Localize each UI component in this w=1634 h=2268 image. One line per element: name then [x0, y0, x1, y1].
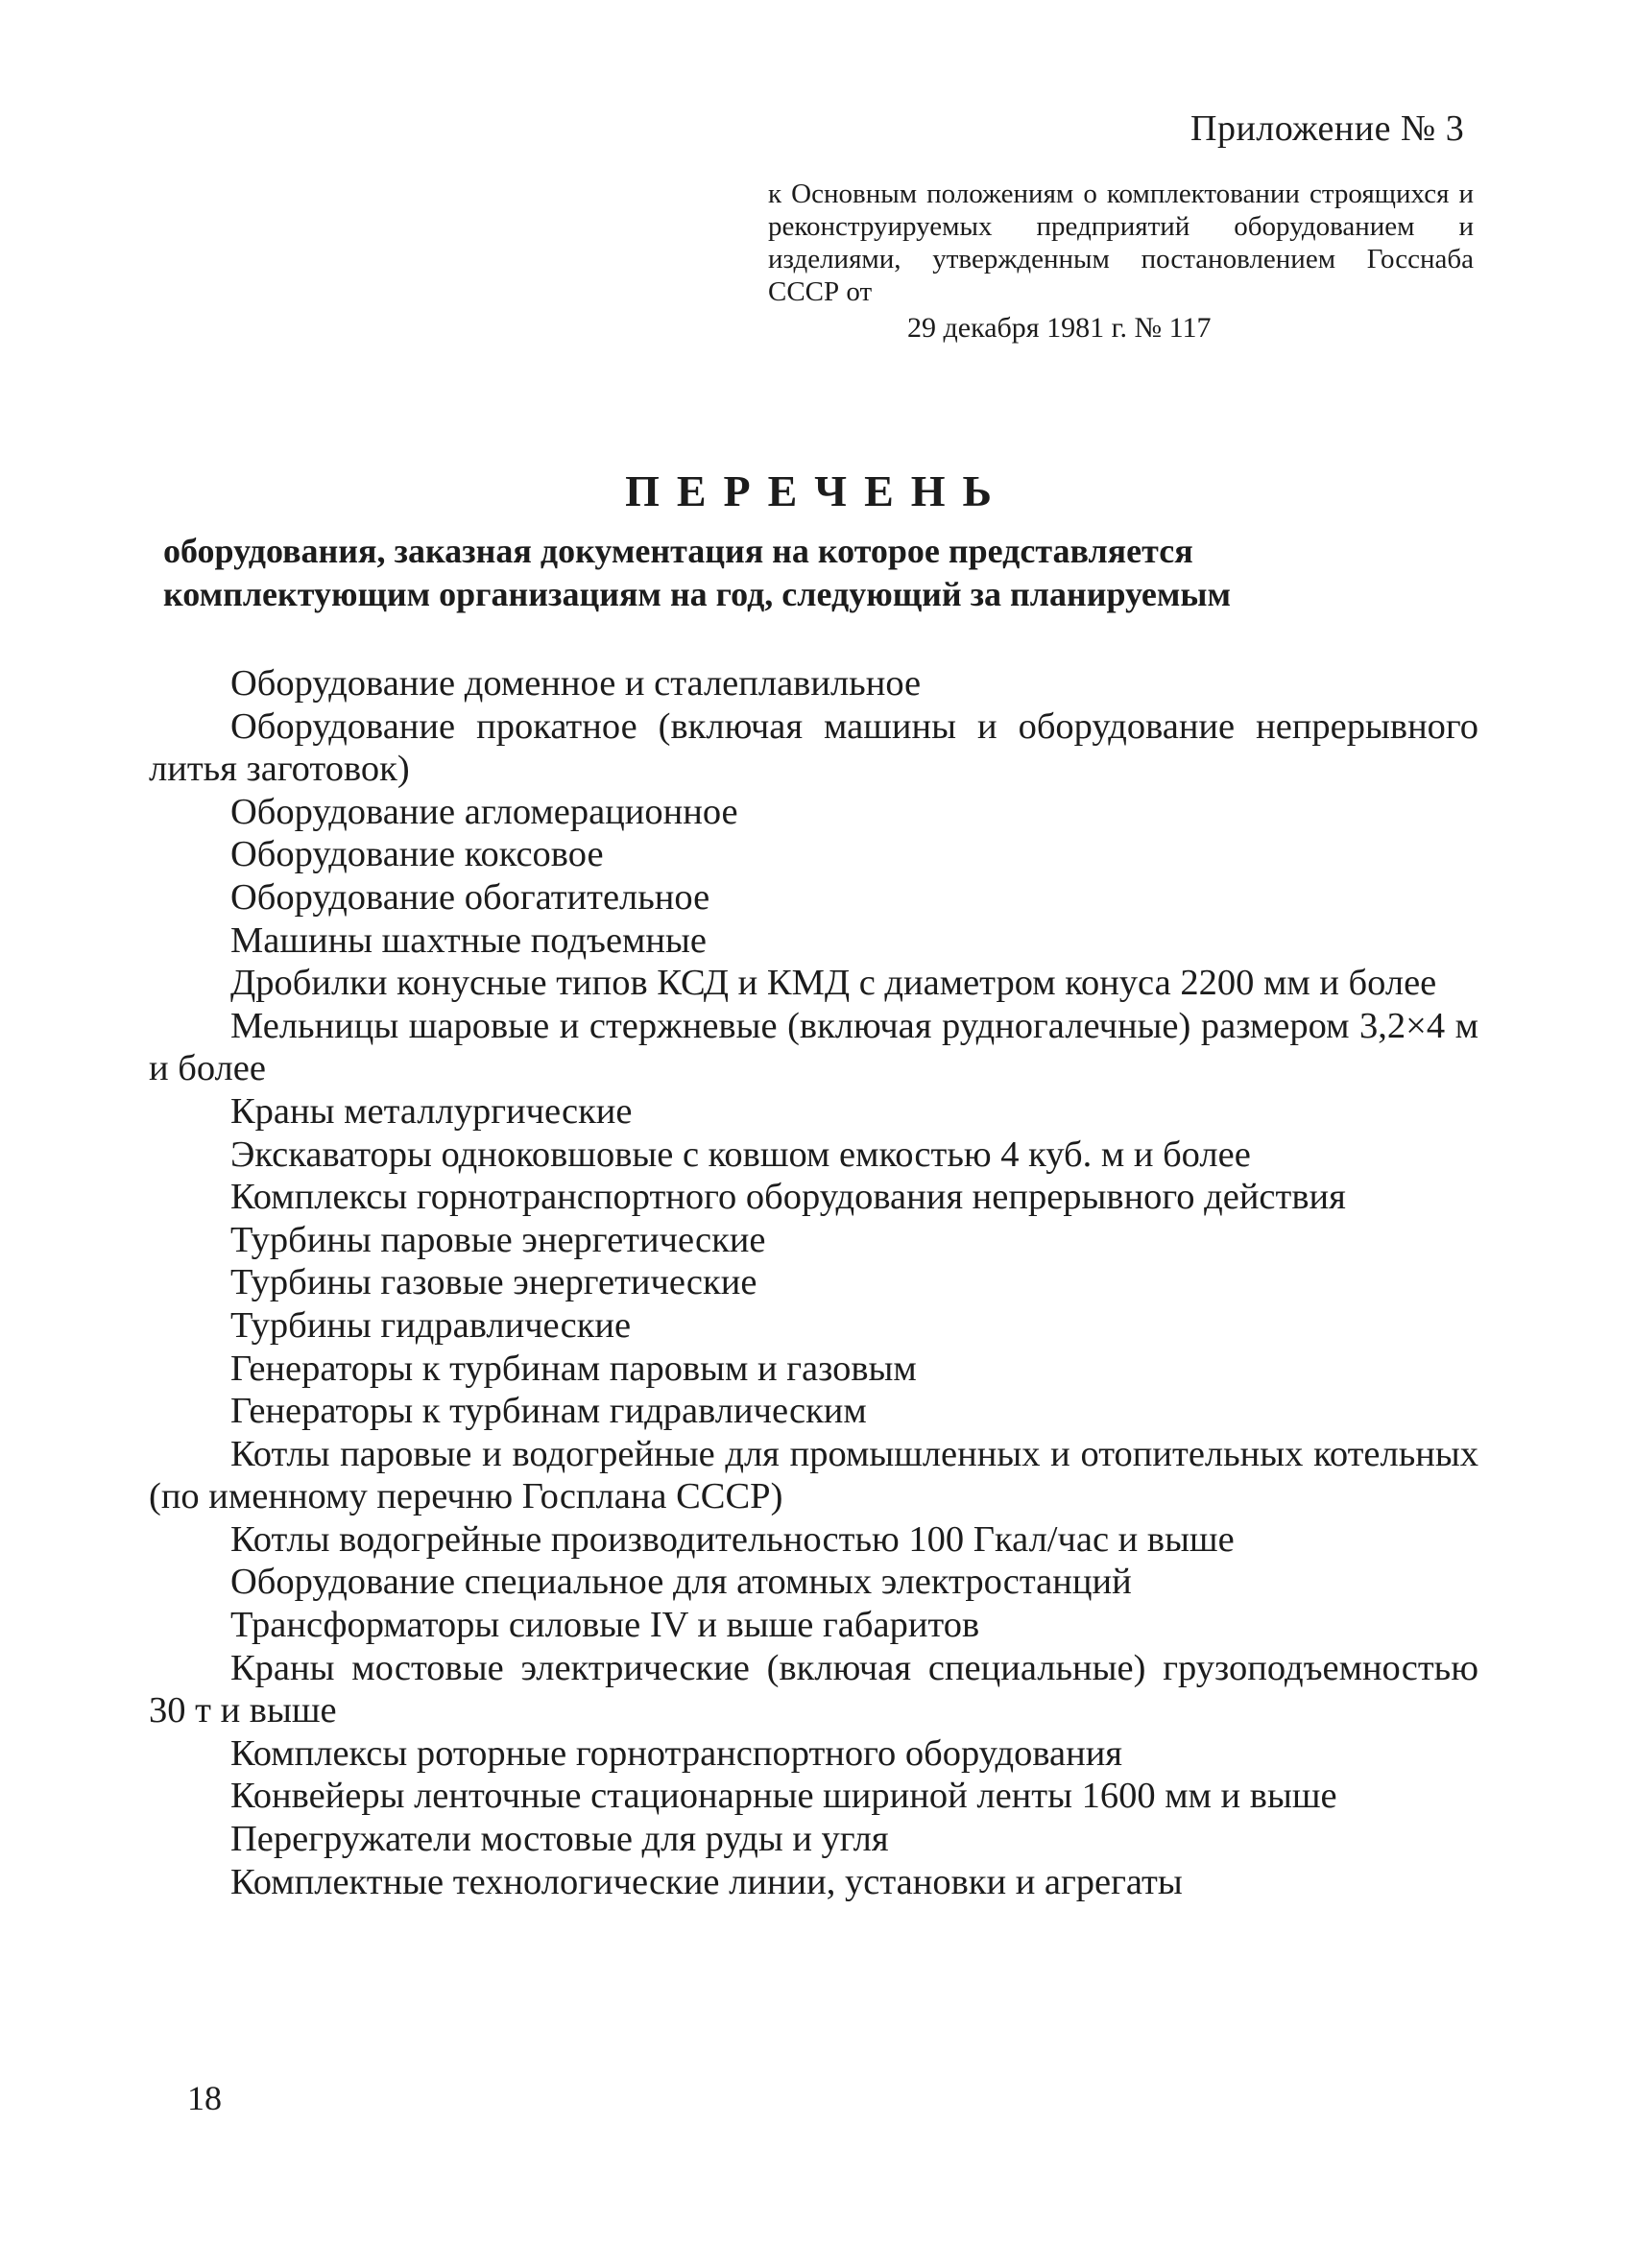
subheading-line: комплектующим организациям на год, следующий за планируемым [163, 575, 1232, 613]
list-item: Конвейеры ленточные стационарные шириной ленты 1600 мм и выше [230, 1776, 1337, 1817]
list-item: Турбины газовые энергетические [230, 1262, 757, 1303]
list-item: Генераторы к турбинам паровым и газовым [230, 1348, 917, 1389]
list-item: Оборудование прокатное (включая машины и оборудование непрерывного литья заготовок) [149, 705, 1478, 790]
list-item: Экскаваторы одноковшовые с ковшом емкостью 4 куб. м и более [230, 1134, 1251, 1175]
list-item: Турбины паровые энергетические [230, 1219, 766, 1260]
list-item: Оборудование специальное для атомных электростанций [230, 1562, 1132, 1603]
page-heading: ПЕРЕЧЕНЬ [625, 466, 1009, 515]
list-item: Мельницы шаровые и стержневые (включая рудногалечные) размером 3,2×4 м и более [149, 1005, 1478, 1089]
list-item: Дробилки конусные типов КСД и КМД с диаметром конуса 2200 мм и более [230, 963, 1437, 1004]
list-item: Комплектные технологические линии, установки и агрегаты [230, 1861, 1183, 1902]
list-item: Комплексы роторные горнотранспортного оборудования [230, 1732, 1123, 1774]
page-number: 18 [187, 2079, 222, 2117]
list-item: Перегружатели мостовые для руды и угля [230, 1819, 889, 1860]
appendix-note-date: 29 декабря 1981 г. № 117 [907, 312, 1212, 344]
appendix-title: Приложение № 3 [1190, 108, 1465, 149]
appendix-note: к Основным положениям о комплектовании строящихся и реконструируемых предприятий оборудованием и изделиями, утвержденным постановлением Госснаба СССР от [768, 179, 1474, 307]
equipment-list [149, 662, 1478, 1903]
list-item: Комплексы горнотранспортного оборудования непрерывного действия [230, 1177, 1346, 1218]
list-item: Краны металлургические [230, 1090, 633, 1132]
list-item: Оборудование обогатительное [230, 876, 710, 918]
list-item: Оборудование агломерационное [230, 791, 738, 832]
list-item: Оборудование коксовое [230, 834, 604, 875]
list-item: Генераторы к турбинам гидравлическим [230, 1391, 867, 1432]
page-subheading [163, 530, 1469, 616]
list-item: Котлы водогрейные производительностью 100 Гкал/час и выше [230, 1518, 1235, 1560]
list-item: Машины шахтные подъемные [230, 919, 707, 961]
list-item: Трансформаторы силовые IV и выше габаритов [230, 1605, 980, 1646]
subheading-line: оборудования, заказная документация на которое представляется [163, 532, 1193, 570]
list-item: Оборудование доменное и сталеплавильное [230, 663, 922, 704]
list-item: Турбины гидравлические [230, 1304, 632, 1346]
list-item: Краны мостовые электрические (включая специальные) грузоподъемностью 30 т и выше [149, 1647, 1478, 1731]
list-item: Котлы паровые и водогрейные для промышленных и отопительных котельных (по именному перечню Госплана СССР) [149, 1433, 1478, 1517]
